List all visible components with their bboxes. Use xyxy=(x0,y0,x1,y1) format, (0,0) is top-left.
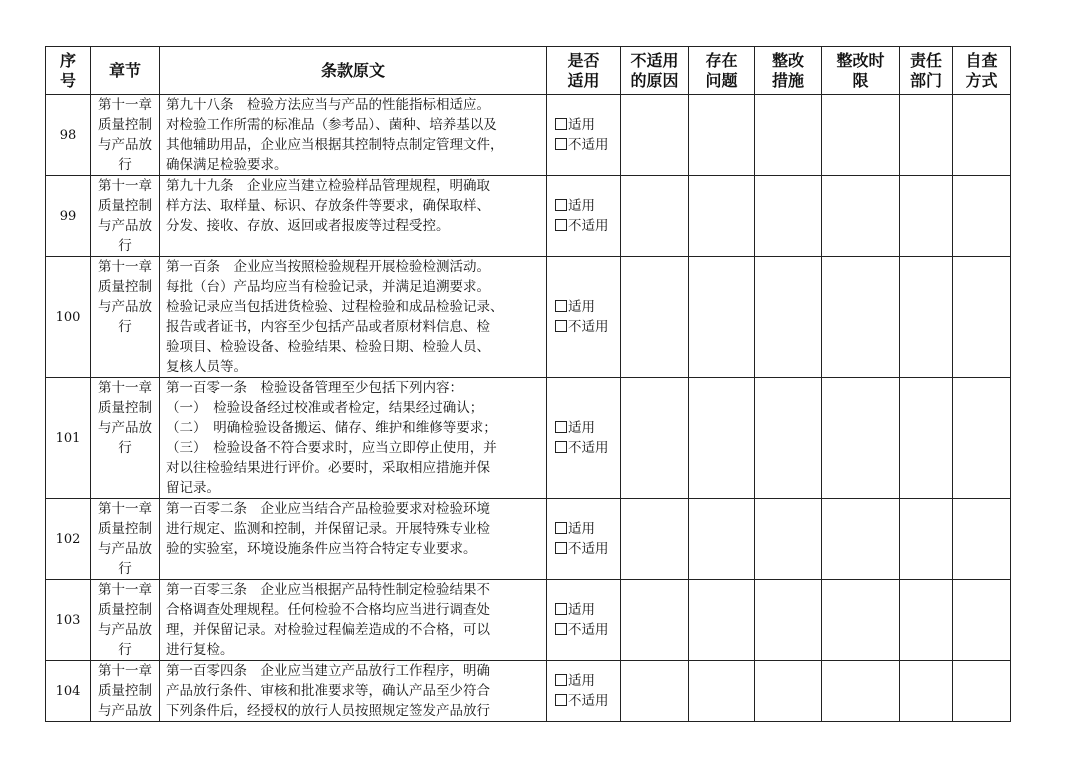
not-applicable-checkbox[interactable] xyxy=(555,539,620,559)
method-cell[interactable] xyxy=(953,95,1011,176)
checkbox-icon[interactable] xyxy=(555,138,567,150)
deadline-cell[interactable] xyxy=(822,580,900,661)
measures-cell[interactable] xyxy=(755,176,822,257)
checkbox-icon[interactable] xyxy=(555,694,567,706)
na-reason-cell[interactable] xyxy=(621,176,689,257)
dept-cell[interactable] xyxy=(900,661,953,722)
row-number: 102 xyxy=(46,499,91,580)
table-row xyxy=(46,580,1011,661)
not-applicable-checkbox[interactable] xyxy=(555,620,620,640)
self-inspection-table xyxy=(45,46,1011,722)
checkbox-icon[interactable] xyxy=(555,603,567,615)
issues-cell[interactable] xyxy=(689,661,755,722)
applicable-label: 适用 xyxy=(568,299,595,315)
row-chapter: 第十一章 质量控制 与产品放 xyxy=(91,661,160,722)
checkbox-icon[interactable] xyxy=(555,300,567,312)
applicable-checkbox[interactable] xyxy=(555,115,620,135)
na-reason-cell[interactable] xyxy=(621,378,689,499)
method-cell[interactable] xyxy=(953,378,1011,499)
table-row xyxy=(46,499,1011,580)
header-chapter: 章节 xyxy=(91,47,160,95)
row-clause-text: 第九十八条 检验方法应当与产品的性能指标相适应。 对检验工作所需的标准品（参考品）、菌种、培养基以及 其他辅助用品，企业应当根据其控制特点制定管理文件， 确保满足检验要求。 xyxy=(160,95,547,176)
not-applicable-label: 不适用 xyxy=(568,541,609,557)
checkbox-icon[interactable] xyxy=(555,522,567,534)
header-no: 序 号 xyxy=(46,47,91,95)
method-cell[interactable] xyxy=(953,580,1011,661)
header-row xyxy=(46,47,1011,95)
header-applicable: 是否 适用 xyxy=(547,47,621,95)
not-applicable-label: 不适用 xyxy=(568,218,609,234)
measures-cell[interactable] xyxy=(755,95,822,176)
row-chapter: 第十一章 质量控制 与产品放 行 xyxy=(91,176,160,257)
measures-cell[interactable] xyxy=(755,661,822,722)
not-applicable-label: 不适用 xyxy=(568,137,609,153)
issues-cell[interactable] xyxy=(689,257,755,378)
row-clause-text: 第九十九条 企业应当建立检验样品管理规程，明确取 样方法、取样量、标识、存放条件等要求，确保取样、 分发、接收、存放、返回或者报废等过程受控。 xyxy=(160,176,547,257)
applicable-checkbox[interactable] xyxy=(555,297,620,317)
method-cell[interactable] xyxy=(953,176,1011,257)
checkbox-icon[interactable] xyxy=(555,441,567,453)
not-applicable-checkbox[interactable] xyxy=(555,216,620,236)
header-na-reason: 不适用 的原因 xyxy=(621,47,689,95)
table-row xyxy=(46,176,1011,257)
dept-cell[interactable] xyxy=(900,257,953,378)
applicable-checkbox[interactable] xyxy=(555,418,620,438)
header-measures: 整改 措施 xyxy=(755,47,822,95)
row-clause-text: 第一百条 企业应当按照检验规程开展检验检测活动。 每批（台）产品均应当有检验记录，并满足追溯要求。 检验记录应当包括进货检验、过程检验和成品检验记录、 报告或者证书，内容至少包括产品或者原材料信息、检 验项目、检验设备、检验结果、检验日期、检验人员、 复核人员等。 xyxy=(160,257,547,378)
table-row xyxy=(46,378,1011,499)
checkbox-icon[interactable] xyxy=(555,320,567,332)
applicable-checkbox[interactable] xyxy=(555,671,620,691)
deadline-cell[interactable] xyxy=(822,95,900,176)
row-applicable-cell xyxy=(547,580,621,661)
method-cell[interactable] xyxy=(953,499,1011,580)
deadline-cell[interactable] xyxy=(822,499,900,580)
not-applicable-checkbox[interactable] xyxy=(555,438,620,458)
not-applicable-label: 不适用 xyxy=(568,319,609,335)
row-applicable-cell xyxy=(547,661,621,722)
issues-cell[interactable] xyxy=(689,499,755,580)
dept-cell[interactable] xyxy=(900,580,953,661)
measures-cell[interactable] xyxy=(755,378,822,499)
issues-cell[interactable] xyxy=(689,95,755,176)
row-number: 103 xyxy=(46,580,91,661)
row-chapter: 第十一章 质量控制 与产品放 行 xyxy=(91,378,160,499)
table-row xyxy=(46,95,1011,176)
deadline-cell[interactable] xyxy=(822,257,900,378)
row-chapter: 第十一章 质量控制 与产品放 行 xyxy=(91,257,160,378)
row-chapter: 第十一章 质量控制 与产品放 行 xyxy=(91,95,160,176)
row-clause-text: 第一百零二条 企业应当结合产品检验要求对检验环境 进行规定、监测和控制，并保留记录。开展特殊专业检 验的实验室，环境设施条件应当符合特定专业要求。 xyxy=(160,499,547,580)
method-cell[interactable] xyxy=(953,257,1011,378)
measures-cell[interactable] xyxy=(755,580,822,661)
dept-cell[interactable] xyxy=(900,95,953,176)
row-number: 98 xyxy=(46,95,91,176)
na-reason-cell[interactable] xyxy=(621,661,689,722)
row-number: 100 xyxy=(46,257,91,378)
not-applicable-checkbox[interactable] xyxy=(555,691,620,711)
table-row xyxy=(46,661,1011,722)
not-applicable-label: 不适用 xyxy=(568,440,609,456)
deadline-cell[interactable] xyxy=(822,176,900,257)
row-applicable-cell xyxy=(547,95,621,176)
applicable-label: 适用 xyxy=(568,117,595,133)
row-applicable-cell xyxy=(547,176,621,257)
header-clause: 条款原文 xyxy=(160,47,547,95)
dept-cell[interactable] xyxy=(900,378,953,499)
checkbox-icon[interactable] xyxy=(555,674,567,686)
dept-cell[interactable] xyxy=(900,499,953,580)
applicable-checkbox[interactable] xyxy=(555,196,620,216)
checkbox-icon[interactable] xyxy=(555,199,567,211)
applicable-label: 适用 xyxy=(568,420,595,436)
issues-cell[interactable] xyxy=(689,378,755,499)
table-row xyxy=(46,257,1011,378)
header-deadline: 整改时 限 xyxy=(822,47,900,95)
deadline-cell[interactable] xyxy=(822,378,900,499)
checkbox-icon[interactable] xyxy=(555,421,567,433)
not-applicable-label: 不适用 xyxy=(568,693,609,709)
na-reason-cell[interactable] xyxy=(621,499,689,580)
not-applicable-checkbox[interactable] xyxy=(555,135,620,155)
applicable-checkbox[interactable] xyxy=(555,519,620,539)
measures-cell[interactable] xyxy=(755,257,822,378)
self-inspection-table-wrapper xyxy=(45,46,1011,722)
na-reason-cell[interactable] xyxy=(621,580,689,661)
row-number: 99 xyxy=(46,176,91,257)
row-applicable-cell xyxy=(547,378,621,499)
applicable-label: 适用 xyxy=(568,198,595,214)
issues-cell[interactable] xyxy=(689,580,755,661)
applicable-label: 适用 xyxy=(568,673,595,689)
checkbox-icon[interactable] xyxy=(555,542,567,554)
row-applicable-cell xyxy=(547,257,621,378)
row-chapter: 第十一章 质量控制 与产品放 行 xyxy=(91,580,160,661)
checkbox-icon[interactable] xyxy=(555,623,567,635)
issues-cell[interactable] xyxy=(689,176,755,257)
row-number: 101 xyxy=(46,378,91,499)
na-reason-cell[interactable] xyxy=(621,95,689,176)
header-method: 自查 方式 xyxy=(953,47,1011,95)
row-chapter: 第十一章 质量控制 与产品放 行 xyxy=(91,499,160,580)
row-number: 104 xyxy=(46,661,91,722)
applicable-label: 适用 xyxy=(568,602,595,618)
checkbox-icon[interactable] xyxy=(555,219,567,231)
row-applicable-cell xyxy=(547,499,621,580)
row-clause-text: 第一百零三条 企业应当根据产品特性制定检验结果不 合格调查处理规程。任何检验不合格均应当进行调查处 理，并保留记录。对检验过程偏差造成的不合格，可以 进行复检。 xyxy=(160,580,547,661)
checkbox-icon[interactable] xyxy=(555,118,567,130)
measures-cell[interactable] xyxy=(755,499,822,580)
na-reason-cell[interactable] xyxy=(621,257,689,378)
applicable-checkbox[interactable] xyxy=(555,600,620,620)
dept-cell[interactable] xyxy=(900,176,953,257)
header-issues: 存在 问题 xyxy=(689,47,755,95)
method-cell[interactable] xyxy=(953,661,1011,722)
row-clause-text: 第一百零一条 检验设备管理至少包括下列内容： （一） 检验设备经过校准或者检定，结果经过确认； （二） 明确检验设备搬运、储存、维护和维修等要求； （三） 检验设备不符合要求时，应当立即停止使用，并 对以往检验结果进行评价。必要时，采取相应措施并保 留记录。 xyxy=(160,378,547,499)
row-clause-text: 第一百零四条 企业应当建立产品放行工作程序，明确 产品放行条件、审核和批准要求等，确认产品至少符合 下列条件后，经授权的放行人员按照规定签发产品放行 xyxy=(160,661,547,722)
not-applicable-checkbox[interactable] xyxy=(555,317,620,337)
deadline-cell[interactable] xyxy=(822,661,900,722)
not-applicable-label: 不适用 xyxy=(568,622,609,638)
header-dept: 责任 部门 xyxy=(900,47,953,95)
applicable-label: 适用 xyxy=(568,521,595,537)
